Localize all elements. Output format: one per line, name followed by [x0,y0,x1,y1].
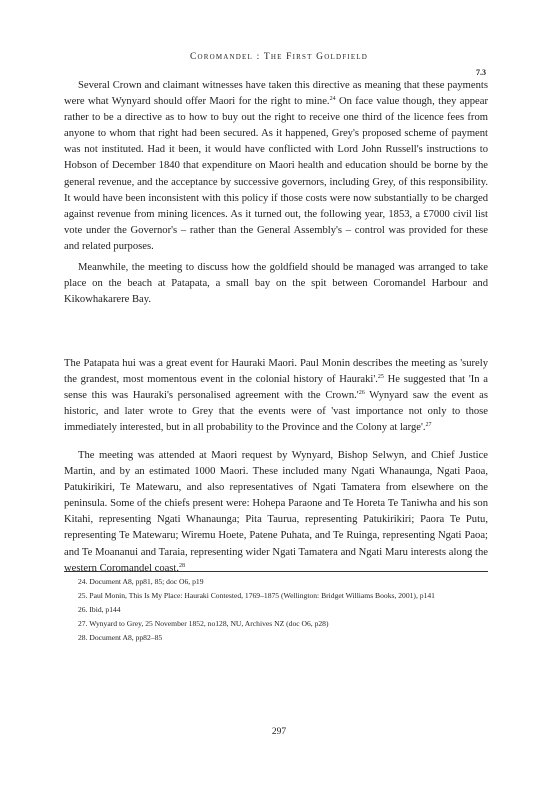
paragraph-1-text-a: Several Crown and claimant witnesses have taken this directive as meaning that these payments were what Wynyard should offer Maori for the right to mine. [64,80,488,108]
footnote-ref-28[interactable]: 28 [179,562,186,569]
footnote-ref-26[interactable]: 26 [358,390,365,397]
paragraph-1-text-b: On face value though, they appear rather to be a directive as to how to buy out the right to receive one third of the licence fees from anyone to whom that right had been secured. As it happened, Grey's proposed scheme of payment was not instituted. Had it been, it would have conflicted with Lord John Russell's instructions to Hobson of December 1840 that expenditure on Maori health and education should be borne by the general revenue, and the acceptance by successive governors, including Grey, of this responsibility. It would have been inconsistent with this policy if those costs were now substantially to be charged against revenue from mining licences. As it turned out, the following year, 1853, a £7000 civil list vote under the Governor's – rather than the General Assembly's – control was provided for these and related purposes. [64,96,488,252]
paragraph-3-text-b: He suggested that 'In a sense this was Hauraki's personalised agreement with the Crown.' [64,374,488,402]
footnotes [64,576,488,646]
footnote-27: 27. Wynyard to Grey, 25 November 1852, no128, NU, Archives NZ (doc O6, p28) [78,619,329,628]
footnote-ref-25[interactable]: 25 [377,374,384,381]
footnote-28: 28. Document A8, pp82–85 [78,633,163,642]
paragraph-2-text: Meanwhile, the meeting to discuss how the goldfield should be managed was arranged to take place on the beach at Patapata, a small bay on the spit between Coromandel Harbour and Kikowhakarere Bay. [64,262,488,306]
footnote-ref-27[interactable]: 27 [425,422,432,429]
footnote-divider [64,571,488,572]
paragraph-4-text-a: The meeting was attended at Maori request by Wynyard, Bishop Selwyn, and Chief Justice Martin, and by an estimated 1000 Maori. These included many Ngati Whanaunga, Ngati Paoa, Patukirikiri, Te Matewaru, and also representatives of Ngati Tamatera from elsewhere on the peninsula. Some of the chiefs present were: Hohepa Paraone and Te Horeta Te Taniwha and his son Kitahi, representing Ngati Whanaunga; Pita Taurua, representing Patukirikiri; Paora Te Putu, representing Te Matewaru; Wiremu Hoete, Patene Puhata, and Te Ruinga, representing Ngati Paoa; and Te Moananui and Taraia, representing wider Ngati Tamatera and Ngati Maru interests along the western Coromandel coast. [64,450,488,574]
footnote-24: 24. Document A8, pp81, 85; doc O6, p19 [78,577,204,586]
page-number: 297 [271,727,287,737]
paragraph-4 [64,448,488,577]
footnote-26: 26. Ibid, p144 [78,605,121,614]
running-section-number: 7.3 [476,68,486,77]
paragraph-3 [64,356,488,436]
paragraph-3-text-c: Wynyard saw the event as historic, and later wrote to Grey that the events were of 'vast importance not only to those immediately interested, but in all probability to the Province and the Colony at large'. [64,390,488,434]
paragraph-3-text-a: The Patapata hui was a great event for Hauraki Maori. Paul Monin describes the meeting as 'surely the grandest, most momentous event in the colonial history of Hauraki'. [64,358,488,386]
paragraph-1 [64,78,488,255]
footnote-ref-24[interactable]: 24 [329,96,336,103]
running-head: Coromandel : The First Goldfield [189,52,369,62]
footnote-25: 25. Paul Monin, This Is My Place: Hauraki Contested, 1769–1875 (Wellington: Bridget Williams Books, 2001), p141 [78,591,435,600]
paragraph-2 [64,260,488,308]
